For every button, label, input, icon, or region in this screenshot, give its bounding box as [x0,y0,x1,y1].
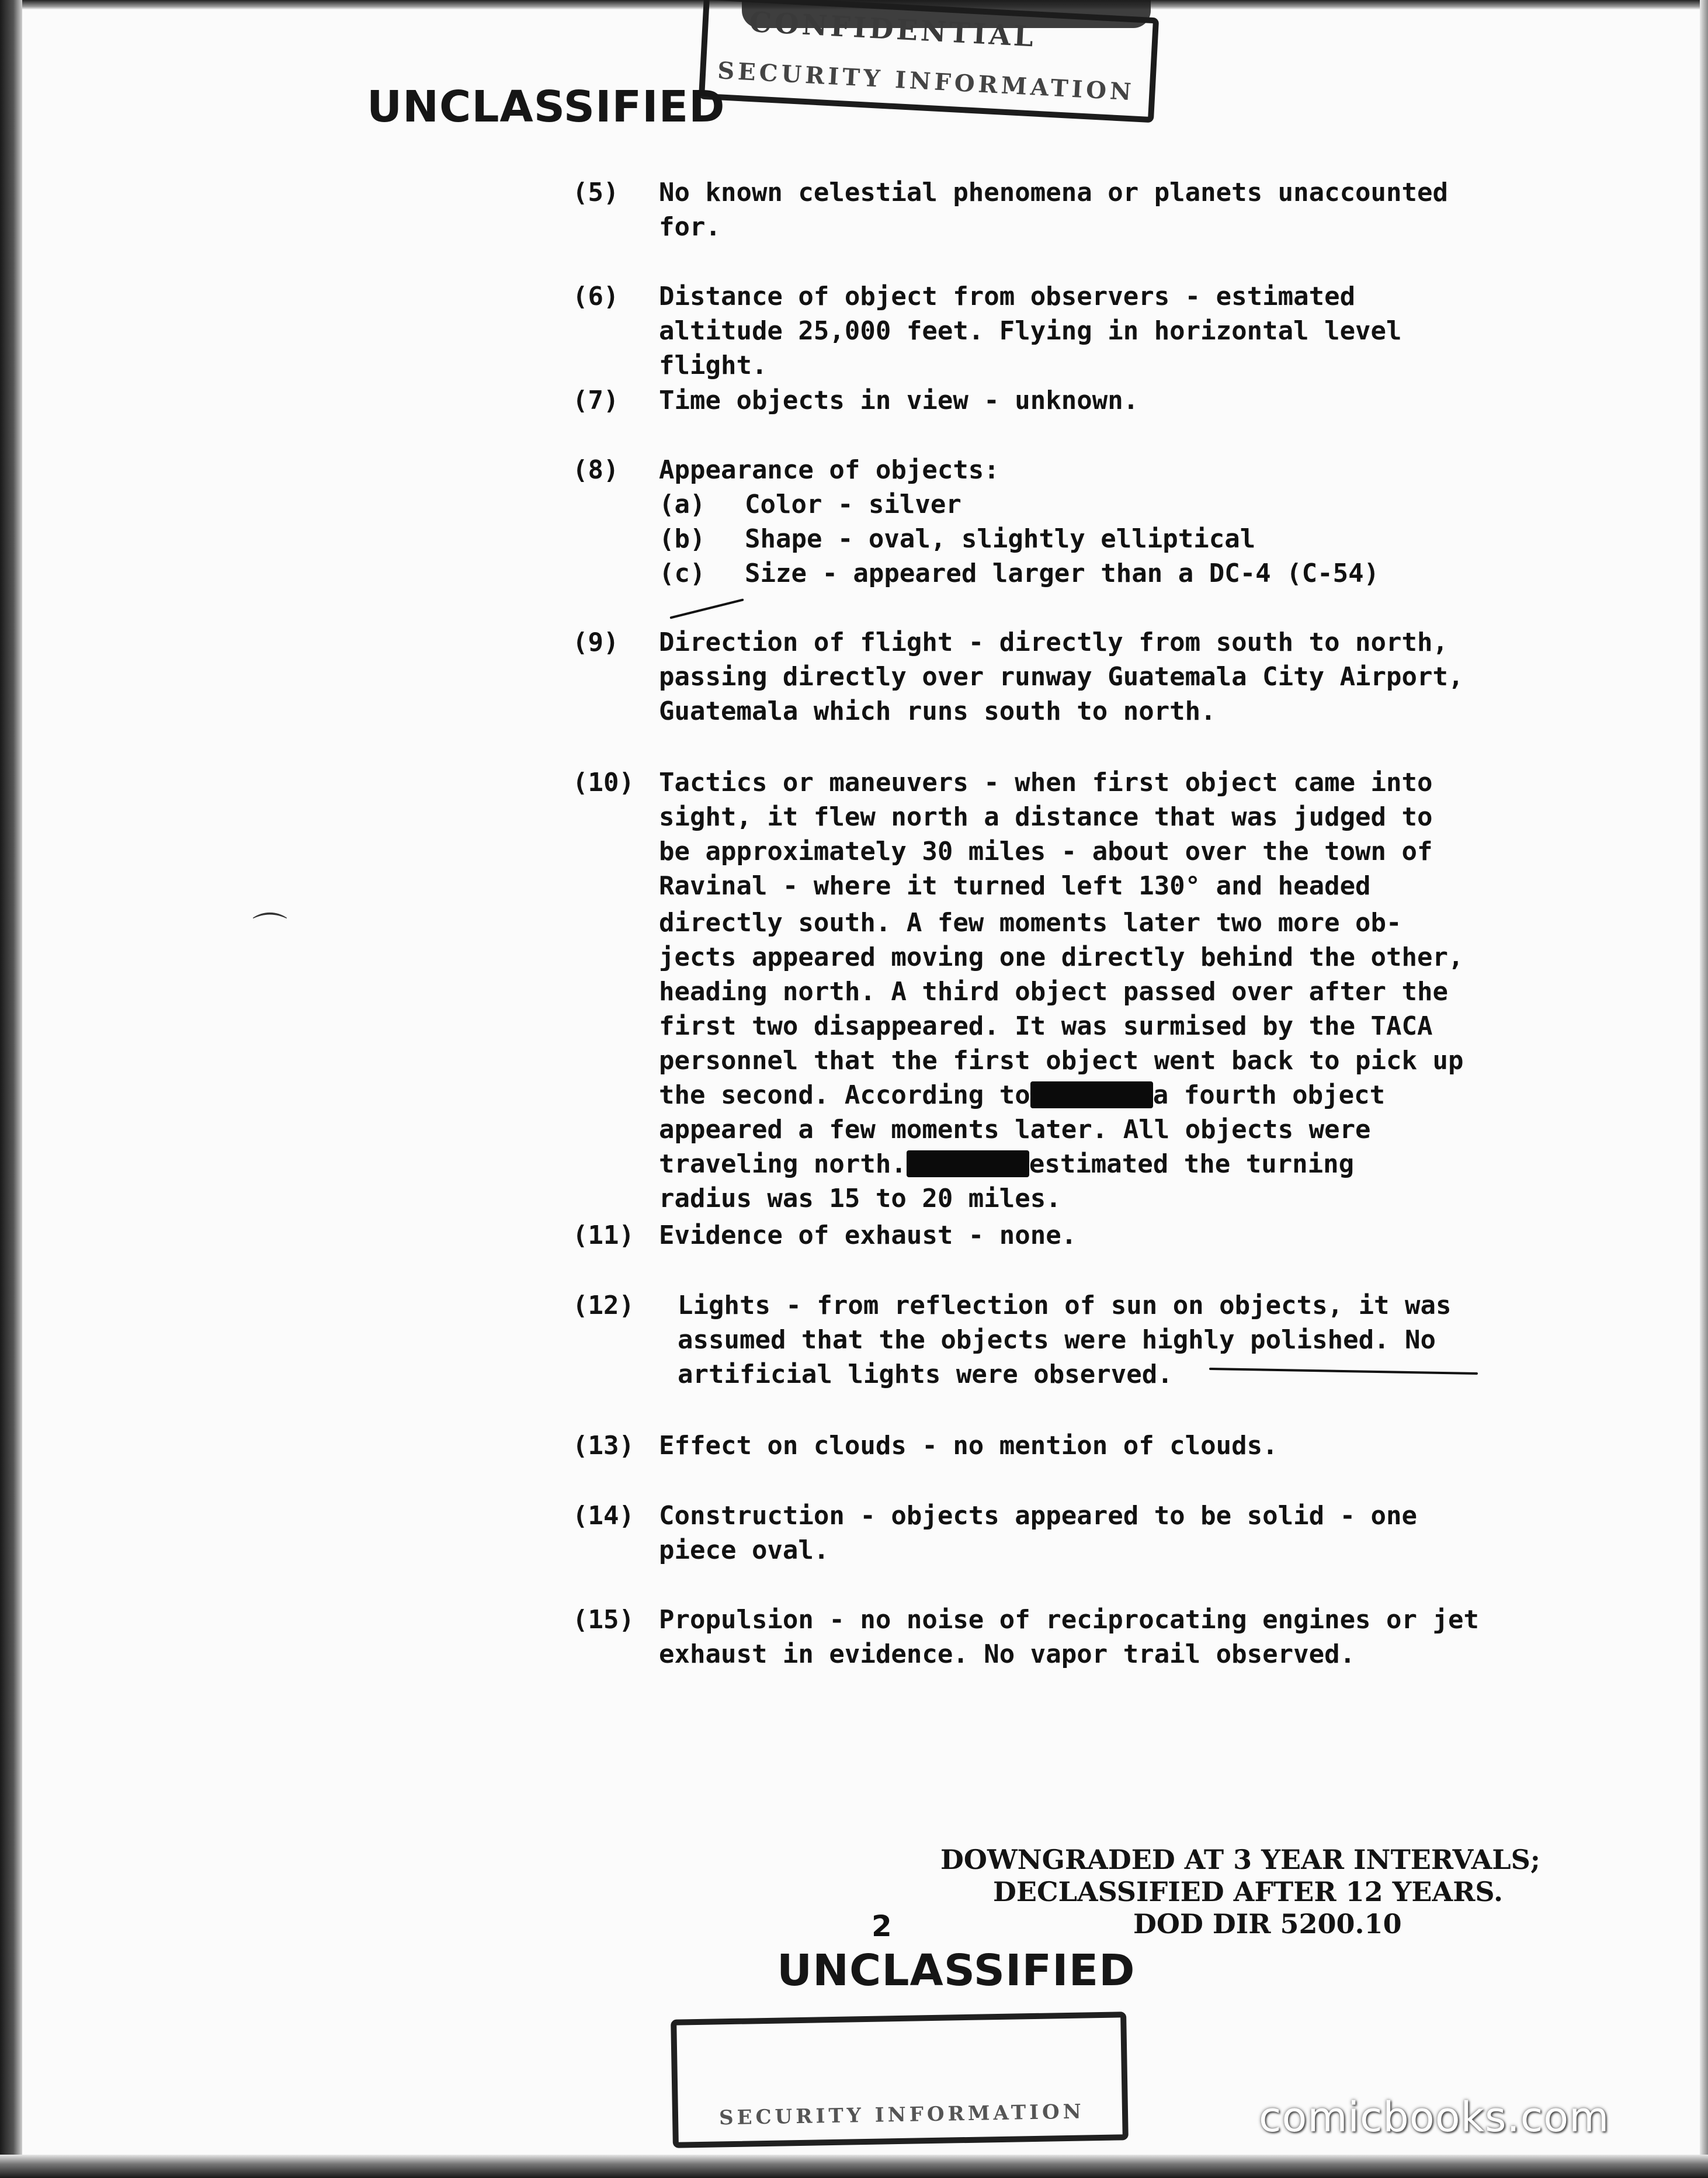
item-text-line: directly south. A few moments later two more ob- [659,908,1402,938]
item-text-line: Evidence of exhaust - none. [659,1220,1077,1250]
item-text-line [659,1147,1354,1181]
sub-item-text: Size - appeared larger than a DC-4 (C-54) [745,559,1380,588]
item-text-line: appeared a few moments later. All objects were [659,1115,1371,1145]
item-text-line: piece oval. [659,1535,829,1565]
downgrade-notice-line3: DOD DIR 5200.10 [1133,1908,1402,1940]
item-number: (5) [572,178,619,207]
item-text-line: passing directly over runway Guatemala City Airport, [659,662,1464,692]
item-number: (6) [572,282,619,311]
item-text-line: flight. [659,351,768,380]
margin-pen-mark: ⌒ [252,910,287,951]
item-text-line: Time objects in view - unknown. [659,386,1139,415]
item-text-line: assumed that the objects were highly polished. No [678,1325,1436,1355]
item-text-line: sight, it flew north a distance that was judged to [659,802,1433,832]
item-text-line: No known celestial phenomena or planets unaccounted [659,178,1449,207]
item-text-line: artificial lights were observed. [678,1359,1173,1389]
item-text-fragment: the second. According to [659,1080,1030,1110]
item-text-line: for. [659,212,721,242]
stamp-top-line2: SECURITY INFORMATION [717,57,1136,106]
pen-stroke [669,598,744,619]
item-text-line: Tactics or maneuvers - when first object came into [659,768,1433,797]
item-text-line: Propulsion - no noise of reciprocating engines or jet [659,1605,1479,1635]
item-text-line: Construction - objects appeared to be solid - one [659,1501,1418,1531]
redaction-block [1030,1081,1153,1108]
item-text-line: radius was 15 to 20 miles. [659,1184,1061,1213]
sub-item-label: (c) [659,559,706,588]
stamp-top-line1: CONFIDENTIAL [748,5,1037,54]
item-text-line: heading north. A third object passed over after the [659,977,1449,1007]
item-number: (11) [572,1220,634,1250]
item-text-line: Effect on clouds - no mention of clouds. [659,1431,1278,1461]
sub-item-text: Color - silver [745,490,961,519]
item-text-line: be approximately 30 miles - about over the town of [659,837,1433,866]
item-text-line: Guatemala which runs south to north. [659,696,1216,726]
page-number: 2 [872,1909,892,1943]
sub-item-label: (a) [659,490,706,519]
redaction-block [907,1150,1029,1177]
item-text-line: personnel that the first object went back to pick up [659,1046,1464,1076]
item-text-line: Lights - from reflection of sun on objects, it was [678,1291,1452,1320]
item-text-line: Direction of flight - directly from south to north, [659,627,1449,657]
item-text-line: Appearance of objects: [659,455,999,485]
item-text-line: Distance of object from observers - estimated [659,282,1356,311]
downgrade-notice-line2: DECLASSIFIED AFTER 12 YEARS. [993,1876,1504,1908]
stamp-bottom-text: SECURITY INFORMATION [718,2100,1085,2130]
item-number: (14) [572,1501,634,1531]
sub-item-text: Shape - oval, slightly elliptical [745,524,1256,554]
sub-item-label: (b) [659,524,706,554]
watermark: comicbooks.com [1259,2093,1610,2141]
item-text-line [659,1078,1385,1112]
pen-underline [1209,1368,1478,1375]
item-text-fragment: traveling north. [659,1149,907,1179]
security-stamp-bottom [671,2011,1129,2148]
item-text-fragment: a fourth object [1152,1080,1386,1110]
item-number: (9) [572,627,619,657]
item-number: (7) [572,386,619,415]
item-text-line: Ravinal - where it turned left 130° and headed [659,871,1371,901]
classification-footer: UNCLASSIFIED [777,1945,1136,1996]
item-text-line: exhaust in evidence. No vapor trail observed. [659,1639,1356,1669]
item-number: (10) [572,768,634,797]
classification-header: UNCLASSIFIED [367,82,725,132]
item-number: (12) [572,1291,634,1320]
item-text-line: first two disappeared. It was surmised by the TACA [659,1011,1433,1041]
item-number: (15) [572,1605,634,1635]
item-text-line: altitude 25,000 feet. Flying in horizontal level [659,316,1402,346]
item-text-line: jects appeared moving one directly behind the other, [659,942,1464,972]
item-number: (8) [572,455,619,485]
item-text-fragment: estimated the turning [1029,1149,1355,1179]
downgrade-notice-line1: DOWNGRADED AT 3 YEAR INTERVALS; [940,1844,1540,1875]
item-number: (13) [572,1431,634,1461]
